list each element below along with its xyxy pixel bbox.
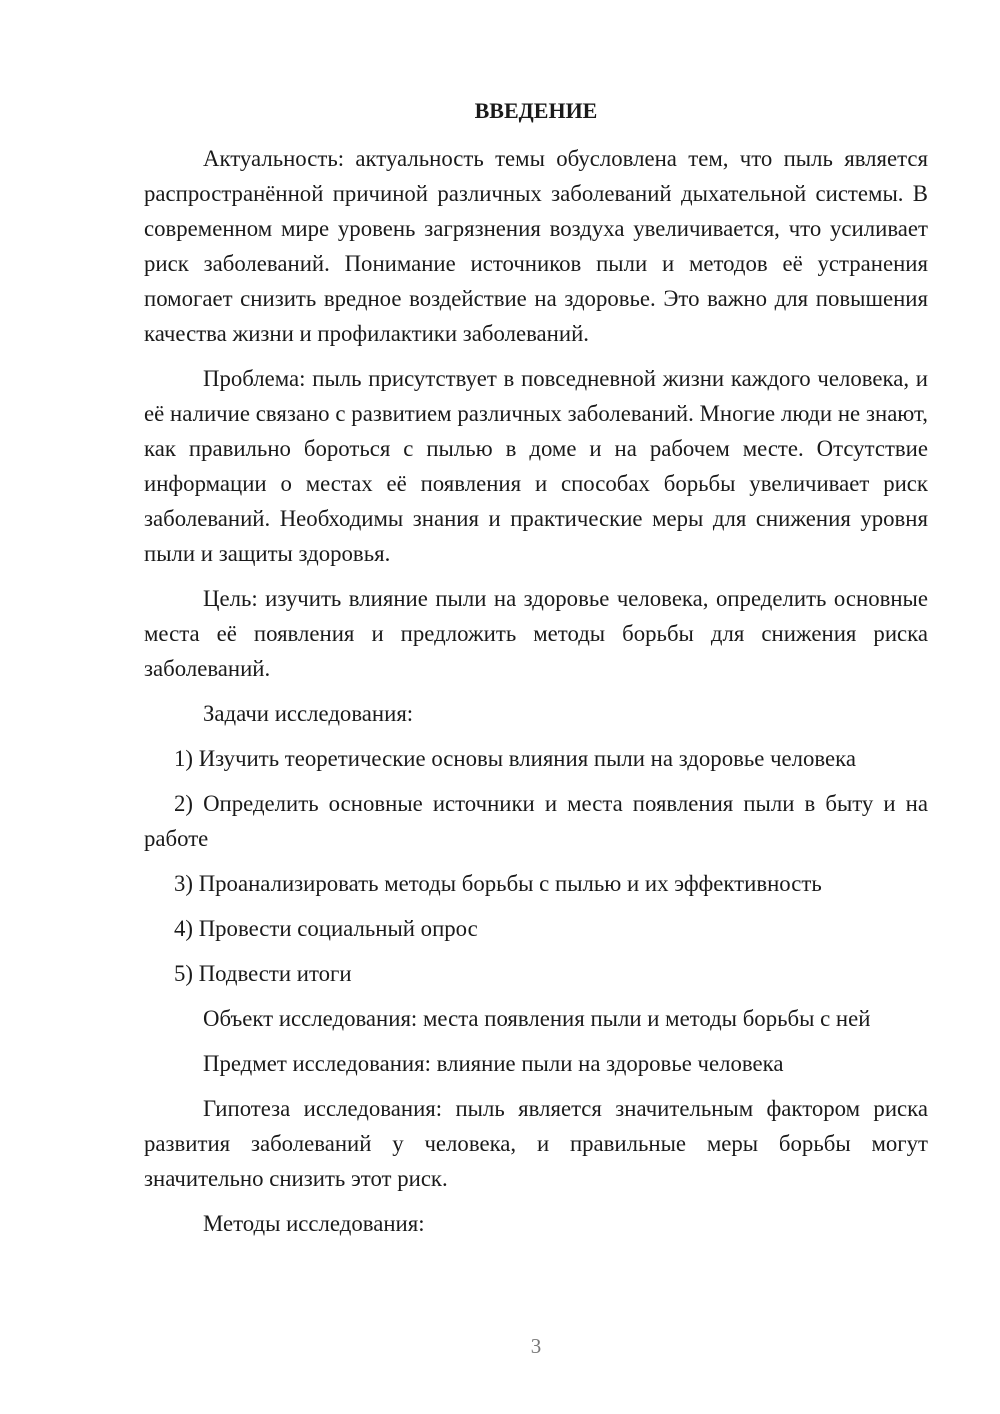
problem-paragraph: Проблема: пыль присутствует в повседневной жизни каждого человека, и её наличие связано с развитием различных заболеваний. Многие люди не знают, как правильно бороться с пылью в доме и на рабочем месте. Отсутствие информации о местах её появления и способах борьбы увеличивает риск заболеваний. Необходимы знания и практические меры для снижения уровня пыли и защиты здоровья.	[144, 366, 928, 566]
task-item: 3) Проанализировать методы борьбы с пылью и их эффективность	[174, 871, 822, 896]
object-paragraph: Объект исследования: места появления пыли и методы борьбы с ней	[203, 1006, 871, 1031]
tasks-heading: Задачи исследования:	[203, 701, 414, 726]
goal-paragraph: Цель: изучить влияние пыли на здоровье человека, определить основные места её появления и предложить методы борьбы для снижения риска заболеваний.	[144, 586, 928, 681]
task-item: 5) Подвести итоги	[174, 961, 352, 986]
subject-paragraph: Предмет исследования: влияние пыли на здоровье человека	[203, 1051, 784, 1076]
page-body	[144, 141, 928, 1241]
hypothesis-paragraph: Гипотеза исследования: пыль является значительным фактором риска развития заболеваний у человека, и правильные меры борьбы могут значительно снизить этот риск.	[144, 1096, 928, 1191]
task-item: 1) Изучить теоретические основы влияния пыли на здоровье человека	[174, 746, 857, 771]
task-item: 2) Определить основные источники и места появления пыли в быту и на работе	[144, 791, 928, 851]
task-item: 4) Провести социальный опрос	[174, 916, 478, 941]
methods-heading: Методы исследования:	[203, 1211, 425, 1236]
relevance-paragraph: Актуальность: актуальность темы обусловлена тем, что пыль является распространённой причиной различных заболеваний дыхательной системы. В современном мире уровень загрязнения воздуха увеличивается, что усиливает риск заболеваний. Понимание источников пыли и методов её устранения помогает снизить вредное воздействие на здоровье. Это важно для повышения качества жизни и профилактики заболеваний.	[144, 146, 928, 346]
page-title: ВВЕДЕНИЕ	[474, 98, 598, 123]
page-number: 3	[530, 1334, 542, 1358]
